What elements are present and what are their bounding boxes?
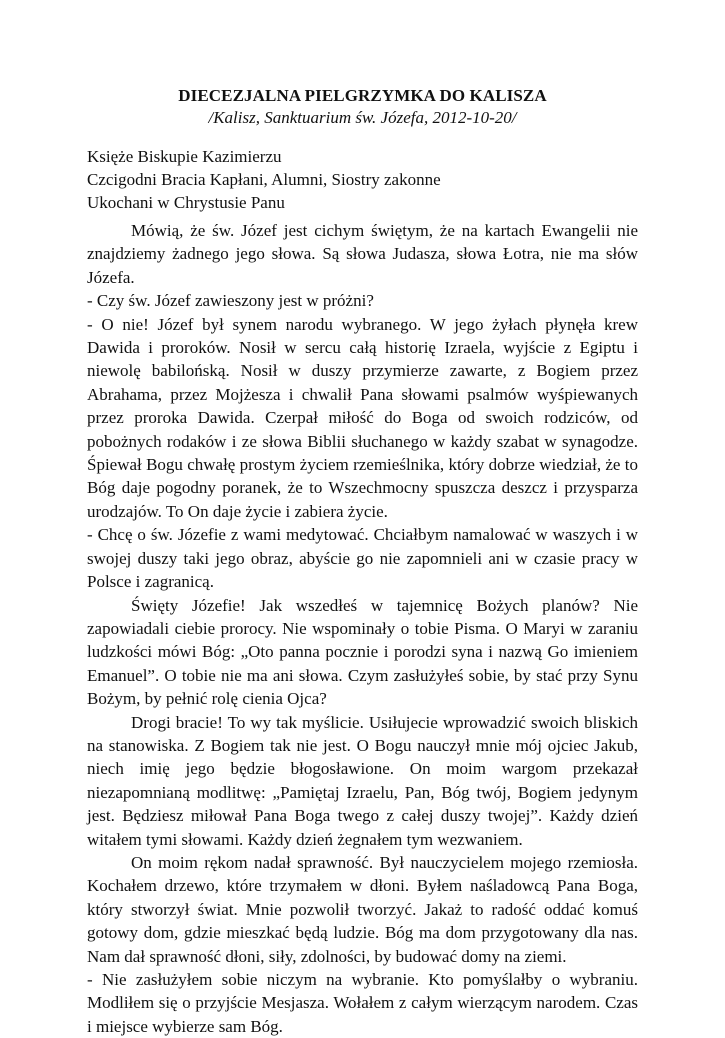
paragraph: - Nie zasłużyłem sobie niczym na wybranie. Kto pomyślałby o wybraniu. Modliłem się o przyjście Mesjasza. Wołałem z całym wierzącym narodem. Czas i miejsce wybierze sam Bóg. — [87, 970, 638, 1036]
document-heading — [87, 84, 638, 129]
salutation-line: Czcigodni Bracia Kapłani, Alumni, Siostry zakonne — [87, 170, 441, 189]
salutation-line: Księże Biskupie Kazimierzu — [87, 147, 282, 166]
paragraph: - Chcę o św. Józefie z wami medytować. Chciałbym namalować w waszych i w swojej duszy taki jego obraz, abyście go nie zapomnieli ani w czasie pracy w Polsce i zagranicą. — [87, 525, 638, 592]
paragraph: Święty Józefie! Jak wszedłeś w tajemnicę Bożych planów? Nie zapowiadali ciebie prorocy. Nie wspominały o tobie Pisma. O Maryi w zaraniu ludzkości mówi Bóg: „Oto panna pocznie i porodzi syna i nazwą Go imieniem Emanuel”. O tobie nie ma ani słowa. Czym zasłużyłeś sobie, by stać przy Synu Bożym, by pełnić rolę cienia Ojca? — [87, 595, 638, 709]
paragraph: - Czy św. Józef zawieszony jest w próżni? — [87, 291, 374, 311]
salutation-block — [87, 145, 647, 214]
paragraph: On moim rękom nadał sprawność. Był nauczycielem mojego rzemiosła. Kochałem drzewo, które trzymałem w dłoni. Byłem naśladowcą Pana Boga, który stworzył świat. Mnie pozwolił tworzyć. Jakaż to radość oddać komuś gotowy dom, gdzie mieszkać będą ludzie. Bóg ma dom przygotowany dla nas. Nam dał sprawność dłoni, siły, zdolności, by budować domy na ziemi. — [87, 852, 638, 966]
paragraph: Mówią, że św. Józef jest cichym świętym, że na kartach Ewangelii nie znajdziemy żadnego jego słowa. Są słowa Judasza, słowa Łotra, nie ma słów Józefa. — [87, 221, 638, 287]
paragraph: Drogi bracie! To wy tak myślicie. Usiłujecie wprowadzić swoich bliskich na stanowiska. Z Bogiem tak nie jest. O Bogu nauczył mnie mój ojciec Jakub, niech imię jego będzie błogosławione. On moim wargom przekazał niezapomnianą modlitwę: „Pamiętaj Izraelu, Pan, Bóg twój, Bogiem jedynym jest. Będziesz miłował Pana Boga twego z całej duszy twojej”. Każdy dzień witałem tymi słowami. Każdy dzień żegnałem tym wezwaniem. — [87, 712, 638, 849]
paragraph: - O nie! Józef był synem narodu wybranego. W jego żyłach płynęła krew Dawida i proroków. Nosił w sercu całą historię Izraela, wyjście z Egiptu i niewolę babilońską. Nosił w duszy przymierze zawarte, z Bogiem przez Abrahama, przez Mojżesza i chwalił Pana słowami psalmów wyśpiewanych przez proroka Dawida. Czerpał miłość do Boga od swoich rodziców, od pobożnych rodaków i ze słowa Biblii słuchanego w każdy szabat w synagodze. Śpiewał Bogu chwałę prostym życiem rzemieślnika, który dobrze wiedział, że to Bóg daje pogodny poranek, że to Wszechmocny spuszcza deszcz i przysparza urodzajów. To On daje życie i zabiera życie. — [87, 314, 638, 521]
salutation-line: Ukochani w Chrystusie Panu — [87, 193, 285, 212]
document-subtitle: /Kalisz, Sanktuarium św. Józefa, 2012-10-20/ — [208, 108, 517, 127]
document-title: DIECEZJALNA PIELGRZYMKA DO KALISZA — [178, 86, 547, 105]
document-body — [87, 219, 638, 1038]
